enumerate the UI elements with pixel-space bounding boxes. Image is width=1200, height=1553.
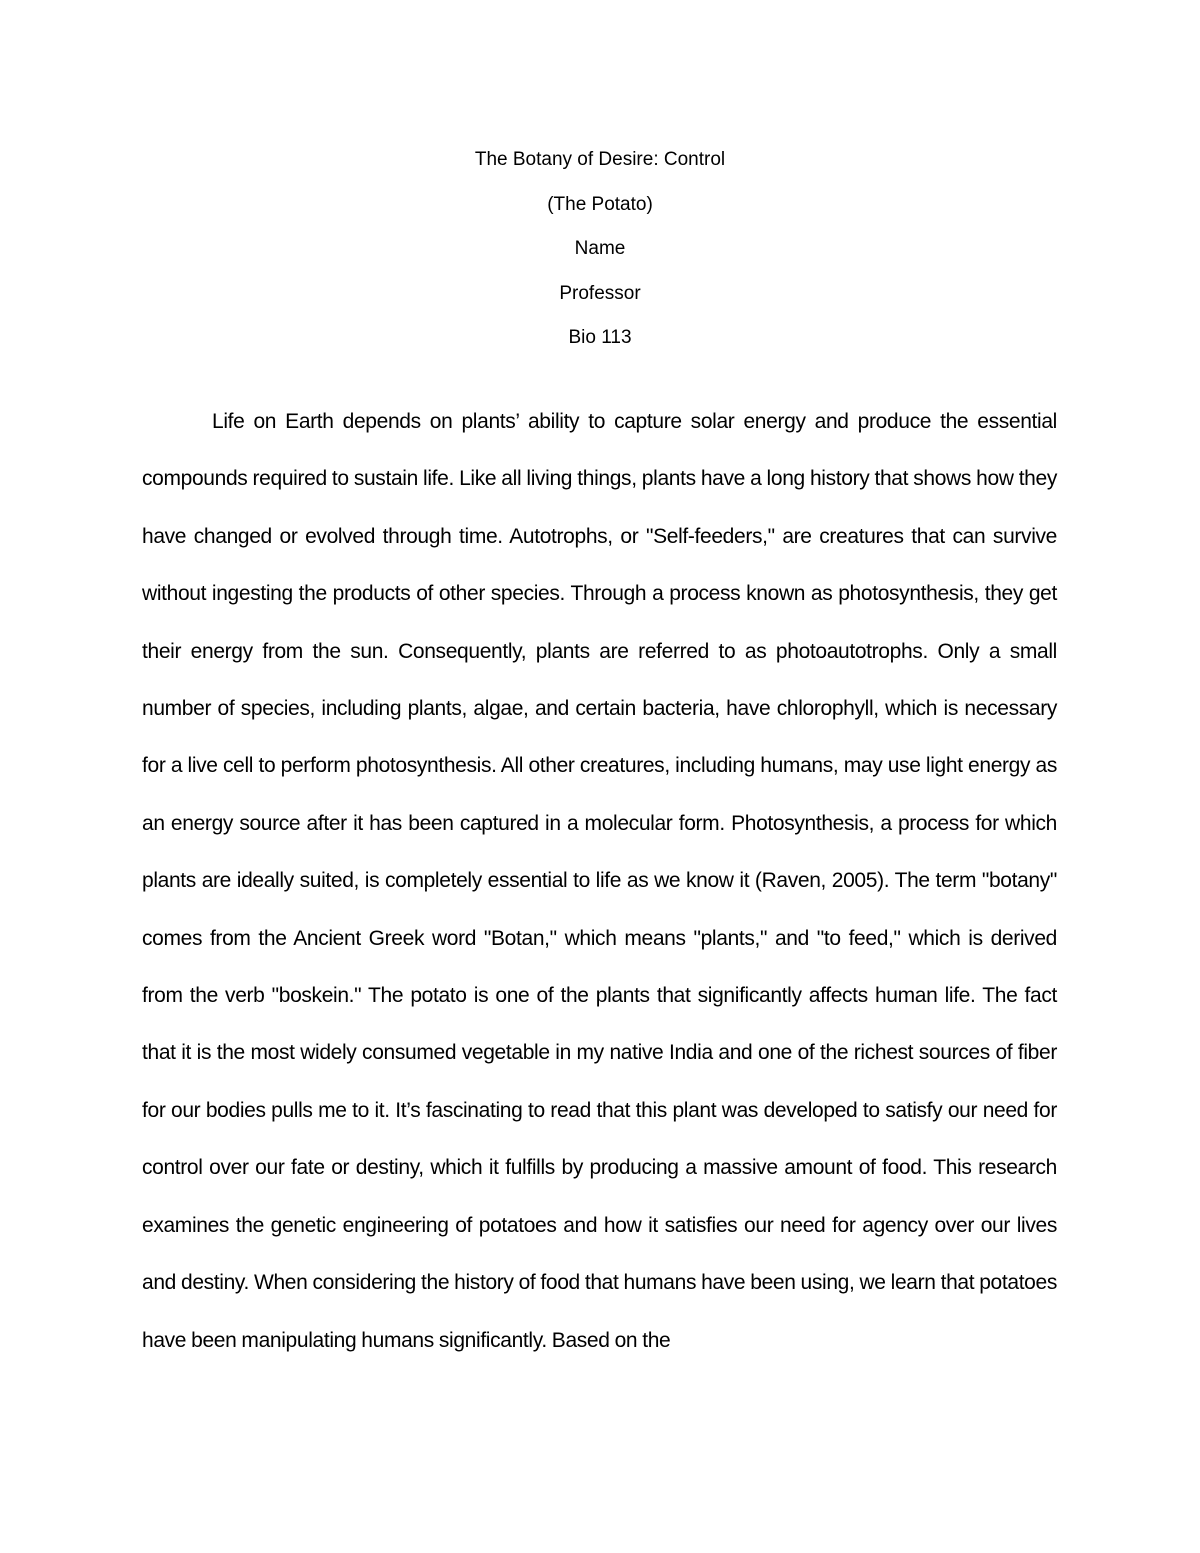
title-block [0,138,1200,361]
document-subtitle: (The Potato) [547,193,653,215]
professor-name: Professor [559,282,641,304]
document-title: The Botany of Desire: Control [474,149,726,170]
course-code: Bio 113 [568,327,632,348]
body-paragraph: Life on Earth depends on plants’ ability to capture solar energy and produce the essential compounds required to sustain life. Like all living things, plants have a long history that shows how they have changed or evolved through time. Autotrophs, or "Self-feeders," are creatures that can survive without ingesting the products of other species. Through a process known as photosynthesis, they get their energy from the sun. Consequently, plants are referred to as photoautotrophs. Only a small number of species, including plants, algae, and certain bacteria, have chlorophyll, which is necessary for a live cell to perform photosynthesis. All other creatures, including humans, may use light energy as an energy source after it has been captured in a molecular form. Photosynthesis, a process for which plants are ideally suited, is completely essential to life as we know it (Raven, 2005). The term "botany" comes from the Ancient Greek word "Botan," which means "plants," and "to feed," which is derived from the verb "boskein." The potato is one of the plants that significantly affects human life. The fact that it is the most widely consumed vegetable in my native India and one of the richest sources of fiber for our bodies pulls me to it. It’s fascinating to read that this plant was developed to satisfy our need for control over our fate or destiny, which it fulfills by producing a massive amount of food. This research examines the genetic engineering of potatoes and how it satisfies our need for agency over our lives and destiny. When considering the history of food that humans have been using, we learn that potatoes have been manipulating humans significantly. Based on the [142,410,1057,1352]
author-name: Name [574,238,626,259]
